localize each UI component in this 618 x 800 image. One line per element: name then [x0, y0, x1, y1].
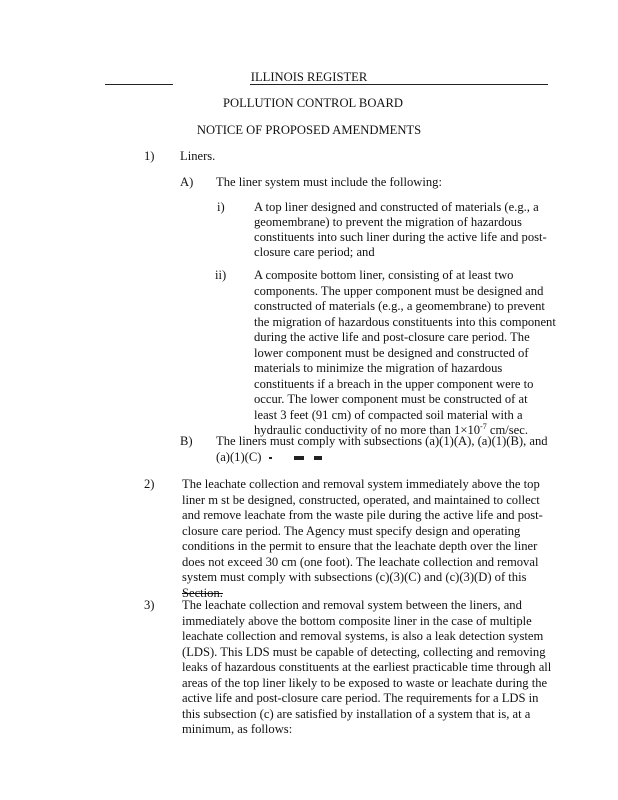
- agency-title: POLLUTION CONTROL BOARD: [222, 96, 404, 110]
- text-line: materials to minimize the migration of hazardous: [254, 361, 503, 375]
- item-B-paragraph: [216, 434, 548, 465]
- text-line: leachate collection and removal systems, is also a leak detection system: [182, 629, 544, 643]
- deleted-text: Section.: [182, 585, 223, 600]
- item-3-number: 3): [144, 598, 155, 612]
- text-line: components. The upper component must be designed and: [254, 283, 544, 298]
- scan-artifact: [269, 457, 272, 459]
- text-line: The liners must comply with subsections (a)(1)(A), (a)(1)(B), and: [216, 434, 548, 448]
- item-A-number: A): [180, 175, 194, 189]
- text-segment: cm/sec.: [486, 423, 528, 437]
- scan-artifact: [314, 456, 322, 460]
- text-line: and remove leachate from the waste pile during the active life and post-: [182, 508, 543, 522]
- text-line: lower component must be designed and constructed of: [254, 345, 529, 360]
- text-line: closure care period; and: [254, 245, 375, 259]
- item-2-number: 2): [144, 477, 155, 491]
- text-line: system must comply with subsections (c)(3)(C) and (c)(3)(D) of this: [182, 570, 527, 584]
- text-line: this subsection (c) are satisfied by installation of a system that is, at a: [182, 706, 531, 721]
- text-line: during the active life and post-closure care period. The: [254, 330, 530, 344]
- item-B-number: B): [180, 434, 193, 448]
- text-line: active life and post-closure care period. The requirements for a LDS in: [182, 691, 539, 705]
- text-line: leaks of hazardous constituents at the earliest practicable time through all: [182, 660, 552, 674]
- text-line: occur. The lower component must be constructed of at: [254, 392, 528, 406]
- text-line: constituents into such liner during the active life and post-: [254, 230, 547, 244]
- text-line: areas of the top liner likely to be exposed to waste or leachate during the: [182, 675, 548, 690]
- item-i-number: i): [217, 200, 225, 214]
- text-line: does not exceed 30 cm (one foot). The leachate collection and removal: [182, 554, 539, 569]
- scan-artifact: [294, 456, 304, 460]
- item-ii-number: ii): [215, 268, 227, 282]
- item-ii-paragraph: [254, 268, 556, 439]
- text-line: A composite bottom liner, consisting of at least two: [254, 268, 514, 282]
- item-3-paragraph: [182, 598, 551, 738]
- item-2-paragraph: [182, 477, 543, 601]
- text-line: least 3 feet (91 cm) of compacted soil material with a: [254, 407, 523, 422]
- text-line: conditions in the permit to ensure that the leachate depth over the liner: [182, 539, 538, 553]
- item-1-heading: Liners.: [180, 149, 216, 163]
- text-line: immediately above the bottom composite liner in the case of multiple: [182, 613, 532, 628]
- item-A-text: The liner system must include the following:: [216, 175, 442, 189]
- text-line: constructed of materials (e.g., a geomembrane) to prevent: [254, 299, 545, 313]
- notice-title: NOTICE OF PROPOSED AMENDMENTS: [196, 123, 422, 137]
- exponent: -7: [480, 422, 487, 431]
- text-line: geomembrane) to prevent the migration of hazardous: [254, 215, 522, 229]
- text-line: [216, 450, 548, 466]
- text-segment: hydraulic conductivity of no more than 1×10: [254, 423, 481, 437]
- text-line: liner m st be designed, constructed, operated, and maintained to collect: [182, 492, 540, 507]
- item-1-number: 1): [144, 149, 155, 163]
- text-line: minimum, as follows:: [182, 722, 293, 736]
- text-line: (LDS). This LDS must be capable of detecting, collecting and removing: [182, 644, 546, 659]
- text-segment: (a)(1)(C): [216, 449, 262, 464]
- text-line: The leachate collection and removal system immediately above the top: [182, 477, 540, 491]
- text-line: The leachate collection and removal system between the liners, and: [182, 598, 522, 612]
- item-i-paragraph: [254, 200, 547, 260]
- register-title: ILLINOIS REGISTER: [250, 70, 368, 84]
- text-line: A top liner designed and constructed of materials (e.g., a: [254, 200, 539, 214]
- text-line: constituents if a breach in the upper component were to: [254, 376, 534, 391]
- text-line: the migration of hazardous constituents into this component: [254, 314, 556, 329]
- text-line: closure care period. The Agency must specify design and operating: [182, 523, 521, 538]
